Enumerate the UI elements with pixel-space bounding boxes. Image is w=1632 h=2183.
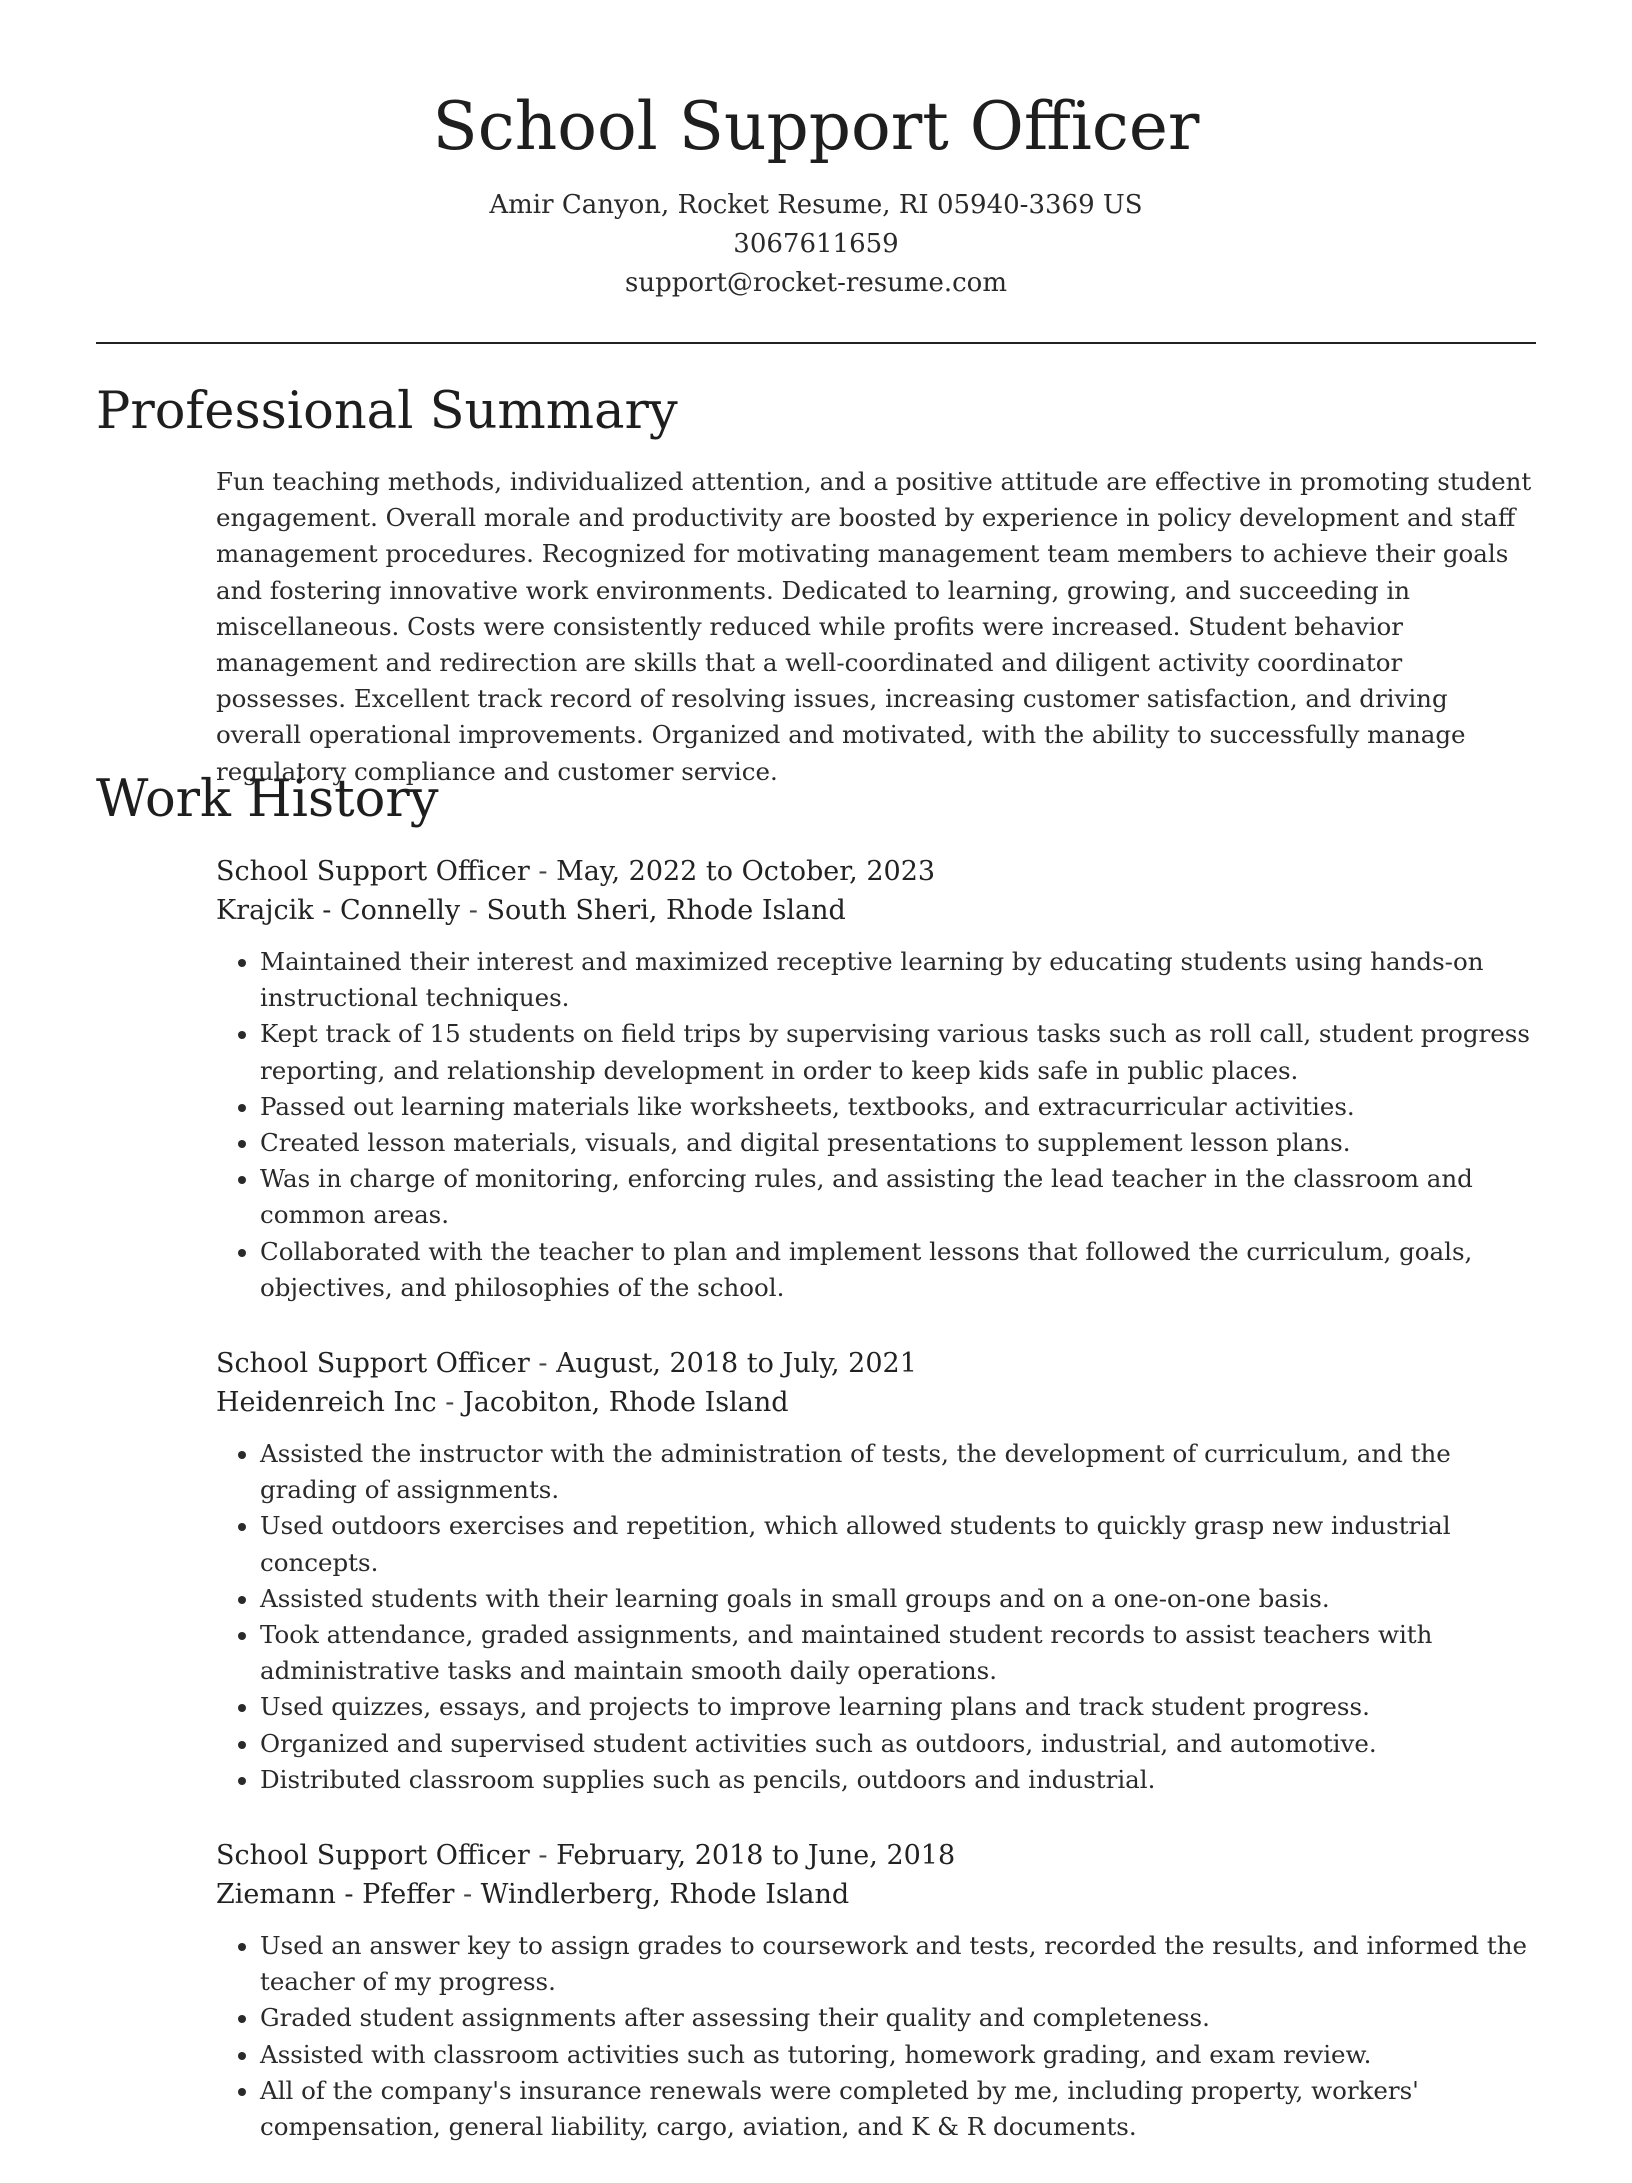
job-bullet: • Used an answer key to assign grades to coursework and tests, recorded the results, and informed the teacher of my progress. — [260, 1928, 1536, 2000]
contact-address: Amir Canyon, Rocket Resume, RI 05940-3369 US — [489, 190, 1143, 220]
contact-email: support@rocket-resume.com — [624, 268, 1007, 298]
job-dates: May, 2022 to October, 2023 — [556, 856, 936, 887]
job-separator: - — [538, 1348, 557, 1380]
job-bullet: • Took attendance, graded assignments, and maintained student records to assist teachers with administrative tasks and maintain smooth daily operations. — [260, 1617, 1536, 1689]
header-divider — [96, 342, 1536, 344]
job-title: School Support Officer — [216, 1348, 530, 1380]
summary-text: Fun teaching methods, individualized attention, and a positive attitude are effective in promoting student engagement. Overall morale and productivity are boosted by experience in policy development and staff management procedures. Recognized for motivating management team members to achieve their goals and fostering innovative work environments. Dedicated to learning, growing, and succeeding in miscellaneous. Costs were consistently reduced while profits were increased. Student behavior management and redirection are skills that a well-coordinated and diligent activity coordinator possesses. Excellent track record of resolving issues, increasing customer satisfaction, and driving overall operational improvements. Organized and motivated, with the ability to successfully manage regulatory compliance and customer service. — [216, 467, 1532, 786]
job-company: Krajcik - Connelly — [216, 895, 461, 926]
job-separator: - — [538, 1840, 557, 1872]
job-company-line — [216, 1875, 1536, 1914]
job-bullet: • Graded student assignments after assessing their quality and completeness. — [260, 2000, 1536, 2036]
job-bullet: • Assisted with classroom activities such as tutoring, homework grading, and exam review. — [260, 2037, 1536, 2073]
work-history-list — [216, 852, 1536, 2183]
job-separator: - — [538, 856, 557, 887]
job-bullet: • Used quizzes, essays, and projects to improve learning plans and track student progress. — [260, 1689, 1536, 1725]
job-bullets — [216, 1436, 1536, 1798]
candidate-name: School Support Officer — [432, 88, 1200, 165]
job-bullet: • Assisted students with their learning goals in small groups and on a one-on-one basis. — [260, 1581, 1536, 1617]
job-title-line — [216, 1836, 1536, 1875]
job-entry — [216, 1836, 1536, 2145]
job-bullet: • Kept track of 15 students on field trips by supervising various tasks such as roll call, student progress reporting, and relationship development in order to keep kids safe in public places. — [260, 1016, 1536, 1088]
job-company: Ziemann - Pfeffer — [216, 1879, 455, 1911]
job-entry — [216, 1344, 1536, 1798]
job-bullet: • Maintained their interest and maximized receptive learning by educating students using hands-on instructional techniques. — [260, 944, 1536, 1016]
job-bullets — [216, 1928, 1536, 2145]
work-history-heading: Work History — [96, 770, 439, 829]
job-bullet: • Collaborated with the teacher to plan and implement lessons that followed the curriculum, goals, objectives, and philosophies of the school. — [260, 1234, 1536, 1306]
job-separator: - — [468, 895, 487, 926]
job-location: South Sheri, Rhode Island — [486, 895, 846, 926]
resume-header — [0, 0, 1632, 303]
job-dates: August, 2018 to July, 2021 — [556, 1348, 917, 1380]
job-dates: February, 2018 to June, 2018 — [556, 1840, 956, 1872]
job-bullet: • Passed out learning materials like worksheets, textbooks, and extracurricular activities. — [260, 1089, 1536, 1125]
job-title: School Support Officer — [216, 856, 530, 887]
contact-block — [0, 186, 1632, 303]
job-bullets — [216, 944, 1536, 1306]
job-title-line — [216, 1344, 1536, 1383]
job-location: Windlerberg, Rhode Island — [480, 1879, 850, 1911]
job-bullet: • Organized and supervised student activities such as outdoors, industrial, and automotive. — [260, 1726, 1536, 1762]
job-bullet: • Was in charge of monitoring, enforcing rules, and assisting the lead teacher in the classroom and common areas. — [260, 1161, 1536, 1233]
job-bullet: • Created lesson materials, visuals, and digital presentations to supplement lesson plans. — [260, 1125, 1536, 1161]
job-separator: - — [462, 1879, 481, 1911]
job-title-line — [216, 852, 1536, 891]
job-title: School Support Officer — [216, 1840, 530, 1872]
summary-heading: Professional Summary — [96, 382, 678, 441]
contact-phone: 3067611659 — [733, 229, 899, 259]
job-bullet: • Distributed classroom supplies such as pencils, outdoors and industrial. — [260, 1762, 1536, 1798]
job-bullet: • Used outdoors exercises and repetition, which allowed students to quickly grasp new industrial concepts. — [260, 1508, 1536, 1580]
job-location: Jacobiton, Rhode Island — [462, 1387, 789, 1419]
job-bullet: • All of the company's insurance renewals were completed by me, including property, workers' compensation, general liability, cargo, aviation, and K & R documents. — [260, 2073, 1536, 2145]
job-bullet: • Assisted the instructor with the administration of tests, the development of curriculum, and the grading of assignments. — [260, 1436, 1536, 1508]
job-company: Heidenreich Inc — [216, 1387, 437, 1419]
job-entry — [216, 852, 1536, 1306]
job-company-line — [216, 891, 1536, 930]
job-separator: - — [445, 1387, 463, 1419]
job-company-line — [216, 1383, 1536, 1422]
